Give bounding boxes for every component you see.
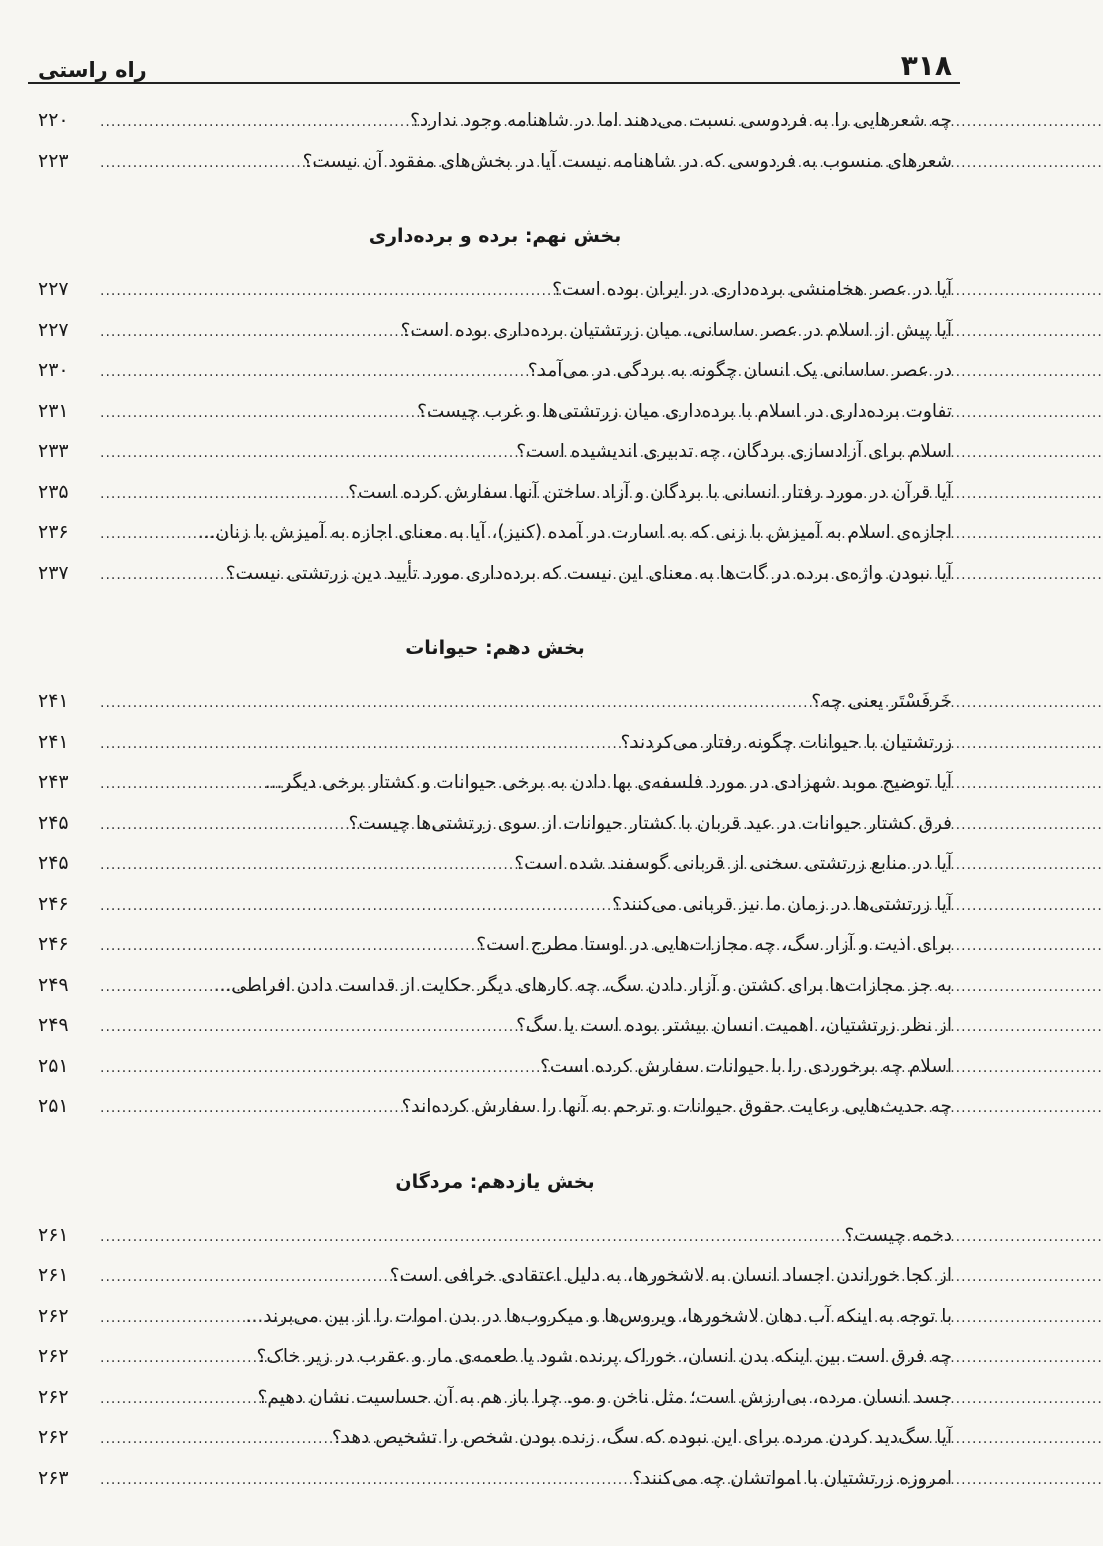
toc-entry — [38, 1046, 952, 1087]
toc-entry-page: ۲۳۶ — [38, 521, 69, 543]
dot-leader — [100, 1257, 386, 1298]
toc-entry-title: چه شعرهایی را به فردوسی نسبت می‌دهند اما در شاهنامه وجود ندارد؟ — [410, 110, 952, 131]
toc-section — [38, 1163, 952, 1499]
toc-entry-title: با توجه به اینکه آب دهان لاشخورها، ویروس‌ها و میکروب‌ها در بدن اموات را از بین می‌برند... — [245, 1305, 952, 1327]
toc-entry-title: اجازه‌ی اسلام به آمیزش با زنی که به اسارت در آمده (کنیز)، آیا به معنای اجازه به آمیزش با زنان... — [197, 522, 952, 543]
toc-entry — [38, 681, 952, 722]
toc-entry-page: ۲۴۹ — [38, 1014, 69, 1036]
toc-entry — [38, 1377, 952, 1418]
dot-leader — [100, 1048, 536, 1089]
toc-entry-page: ۲۵۱ — [38, 1054, 69, 1077]
dot-leader — [100, 805, 345, 846]
dot-leader — [100, 271, 548, 312]
toc-entry — [38, 512, 952, 553]
dot-leader — [100, 1217, 840, 1258]
toc-entry — [38, 553, 952, 594]
dot-leader — [100, 1007, 512, 1048]
toc-entry-title: آیا در عصر هخامنشی برده‌داری در ایران بوده است؟ — [552, 279, 952, 300]
section-title: بخش دهم: حیوانات — [405, 637, 585, 659]
toc-entry-title: فرق کشتار حیوانات در عید قربان با کشتار حیوانات از سوی زرتشتی‌ها چیست؟ — [348, 812, 952, 834]
toc-entry — [38, 762, 952, 803]
toc-entry-page: ۲۶۲ — [38, 1385, 69, 1408]
toc-entry-title: آیا زرتشتی‌ها در زمان ما نیز قربانی می‌کنند؟ — [612, 893, 952, 915]
toc-entry — [38, 722, 952, 763]
toc-entry-page: ۲۴۶ — [38, 892, 69, 915]
toc-entry-page: ۲۲۰ — [38, 109, 69, 131]
toc-entry-title: اسلام برای آزادسازی بردگان، چه تدبیری اندیشیده است؟ — [516, 441, 952, 462]
section-title: بخش یازدهم: مردگان — [395, 1170, 595, 1193]
toc-entry — [38, 472, 952, 513]
dot-leader — [100, 764, 261, 805]
dot-leader — [100, 1419, 328, 1460]
toc-entry — [38, 843, 952, 884]
toc-entry-title: تفاوت برده‌داری در اسلام با برده‌داری میان زرتشتی‌ها و غرب چیست؟ — [417, 400, 952, 422]
toc-entry — [38, 350, 952, 391]
toc-entry-title: چه فرق است بین اینکه بدن انسان، خوراک پرنده شود یا طعمه‌ی مار و عقرب در زیر خاک؟ — [256, 1346, 952, 1367]
dot-leader — [100, 1379, 254, 1420]
table-of-contents — [38, 100, 952, 1534]
toc-entry — [38, 1417, 952, 1458]
toc-entry-page: ۲۴۵ — [38, 852, 69, 874]
toc-entry-title: امروزه زرتشتیان با امواتشان چه می‌کنند؟ — [632, 1467, 952, 1489]
toc-entry-title: آیا توضیح موبد شهزادی در مورد فلسفه‌ی بها دادن به برخی حیوانات و کشتار برخی دیگر... — [264, 772, 952, 793]
toc-entry-page: ۲۵۱ — [38, 1095, 69, 1117]
dot-leader — [100, 474, 344, 515]
toc-entry-page: ۲۳۵ — [38, 480, 69, 503]
dot-leader — [100, 102, 406, 143]
dot-leader — [100, 1460, 628, 1501]
toc-entry-page: ۲۲۳ — [38, 149, 69, 172]
toc-entry-page: ۲۴۱ — [38, 690, 69, 712]
toc-entry — [38, 1215, 952, 1256]
section-title: بخش نهم: برده و برده‌داری — [368, 225, 622, 247]
toc-entry-title: جسد انسان مرده، بی‌ارزش است؛ مثل ناخن و مو. چرا باز هم به آن حساسیت نشان دهیم؟ — [257, 1386, 952, 1408]
toc-entry — [38, 1296, 952, 1337]
dot-leader — [100, 514, 194, 555]
toc-entry — [38, 965, 952, 1006]
toc-entry — [38, 1336, 952, 1377]
toc-entry — [38, 803, 952, 844]
toc-entry-page: ۲۲۷ — [38, 278, 69, 300]
toc-entry-page: ۲۲۷ — [38, 318, 69, 341]
toc-entry-page: ۲۳۱ — [38, 399, 69, 422]
toc-entry-page: ۲۶۲ — [38, 1304, 69, 1327]
toc-entry — [38, 141, 952, 182]
toc-entry-title: اسلام چه برخوردی را با حیوانات سفارش کرده است؟ — [540, 1055, 952, 1077]
toc-entry-page: ۲۶۱ — [38, 1223, 69, 1246]
toc-section — [38, 100, 952, 181]
dot-leader — [100, 886, 608, 927]
dot-leader — [100, 724, 617, 765]
toc-entry — [38, 884, 952, 925]
dot-leader — [100, 143, 299, 184]
toc-entry — [38, 1255, 952, 1296]
toc-entry-page: ۲۶۱ — [38, 1264, 69, 1286]
page-number: ۳۱۸ — [900, 49, 952, 82]
toc-entry-page: ۲۶۲ — [38, 1426, 69, 1448]
dot-leader — [100, 683, 807, 724]
toc-entry-title: خَرفَسْتَر یعنی چه؟ — [811, 691, 952, 712]
toc-entry-title: چه حدیث‌هایی رعایت حقوق حیوانات و ترحم به آنها را سفارش کرده‌اند؟ — [401, 1096, 952, 1117]
dot-leader — [100, 845, 510, 886]
toc-section — [38, 217, 952, 593]
toc-entry-page: ۲۴۹ — [38, 973, 69, 996]
toc-entry-title: شعرهای منسوب به فردوسی که در شاهنامه نیست آیا در بخش‌های مفقود آن نیست؟ — [302, 150, 952, 172]
toc-entry — [38, 1086, 952, 1127]
toc-entry-title: آیا در منابع زرتشتی سخنی از قربانی گوسفند شده است؟ — [514, 853, 952, 874]
toc-entry — [38, 1005, 952, 1046]
page-header — [38, 30, 952, 82]
toc-entry-title: در عصر ساسانی یک انسان چگونه به بردگی در می‌آمد؟ — [527, 360, 952, 381]
toc-entry-page: ۲۳۷ — [38, 561, 69, 584]
toc-entry-title: به جز مجازات‌ها برای کشتن و آزار دادن سگ، چه کارهای دیگر حکایت از قداست دادن افراطی... — [213, 974, 952, 996]
toc-entry-title: آیا سگ‌دید کردن مرده برای این نبوده که سگ، زنده بودن شخص را تشخیص دهد؟ — [331, 1427, 952, 1448]
toc-entry-page: ۲۶۲ — [38, 1345, 69, 1367]
toc-entry — [38, 310, 952, 351]
dot-leader — [100, 312, 397, 353]
toc-entry — [38, 1458, 952, 1499]
toc-entry-title: از نظر زرتشتیان، اهمیت انسان بیشتر بوده است یا سگ؟ — [516, 1015, 952, 1036]
toc-entry-page: ۲۶۳ — [38, 1466, 69, 1489]
toc-entry-title: دخمه چیست؟ — [844, 1224, 952, 1246]
toc-entry-title: زرتشتیان با حیوانات چگونه رفتار می‌کردند؟ — [620, 731, 952, 753]
dot-leader — [100, 433, 512, 474]
toc-entry-page: ۲۳۰ — [38, 359, 69, 381]
running-book-title: راه راستی — [38, 58, 147, 82]
toc-section — [38, 629, 952, 1127]
dot-leader — [100, 1298, 242, 1339]
dot-leader — [100, 1088, 398, 1129]
header-rule — [28, 82, 960, 84]
toc-entry-title: برای اذیت و آزار سگ، چه مجازات‌هایی در اوستا مطرح است؟ — [476, 934, 952, 955]
toc-entry-title: آیا نبودن واژه‌ی برده در گات‌ها به معنای این نیست که برده‌داری مورد تأیید دین زرتشتی نیست؟ — [225, 562, 952, 584]
dot-leader — [100, 393, 413, 434]
dot-leader — [100, 352, 524, 393]
toc-entry-page: ۲۴۵ — [38, 811, 69, 834]
toc-entry-page: ۲۴۳ — [38, 771, 69, 793]
dot-leader — [100, 1338, 253, 1379]
toc-entry — [38, 269, 952, 310]
toc-entry — [38, 100, 952, 141]
toc-entry-page: ۲۴۶ — [38, 933, 69, 955]
dot-leader — [100, 555, 222, 596]
toc-entry-title: از کجا خوراندن اجساد انسان به لاشخورها، به دلیل اعتقادی خرافی است؟ — [389, 1265, 952, 1286]
toc-entry — [38, 391, 952, 432]
toc-entry-title: آیا پیش از اسلام در عصر ساسانی، میان زرتشتیان برده‌داری بوده است؟ — [400, 319, 952, 341]
toc-entry-page: ۲۴۱ — [38, 730, 69, 753]
dot-leader — [100, 967, 210, 1008]
toc-entry — [38, 431, 952, 472]
toc-entry-page: ۲۳۳ — [38, 440, 69, 462]
toc-entry — [38, 924, 952, 965]
dot-leader — [100, 926, 472, 967]
toc-entry-title: آیا قرآن در مورد رفتار انسانی با بردگان و آزاد ساختن آنها سفارش کرده است؟ — [348, 481, 952, 503]
